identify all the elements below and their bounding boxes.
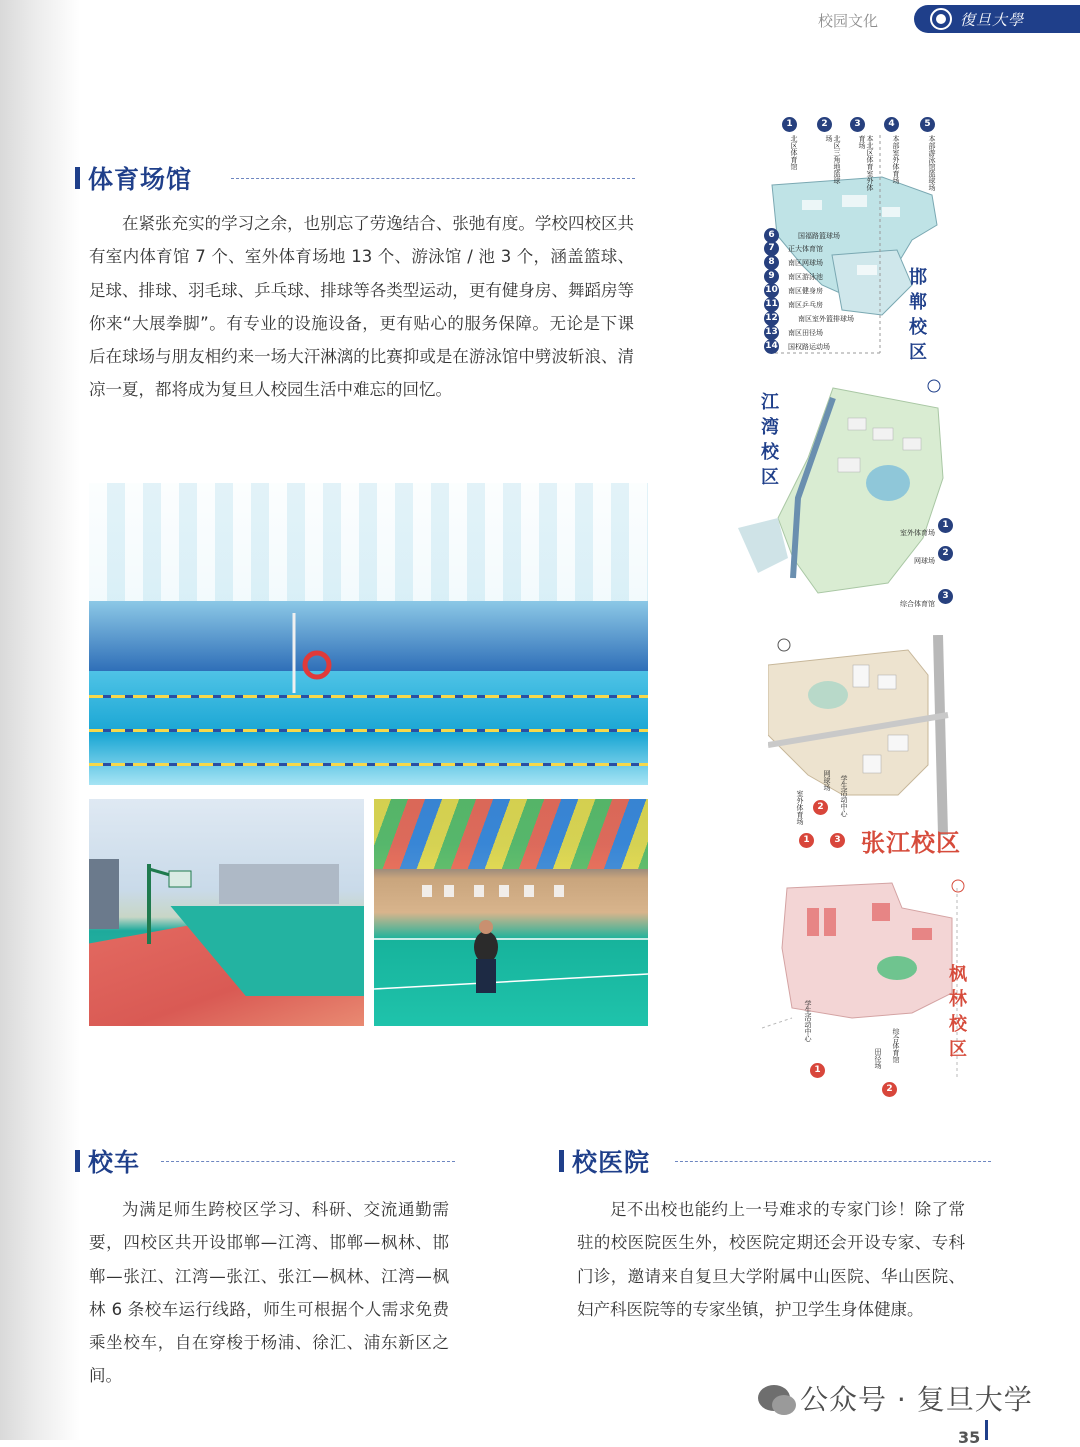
handan-campus-map xyxy=(762,115,962,363)
wechat-icon xyxy=(758,1385,790,1411)
hospital-title: 校医院 xyxy=(572,1148,651,1177)
university-logo-text: 復旦大學 xyxy=(960,10,1025,29)
legend-label: 室外体育场 xyxy=(900,529,935,537)
map-marker-2: 2 xyxy=(882,1082,897,1097)
map-marker-8: 8 xyxy=(764,255,779,270)
heading-divider xyxy=(675,1161,991,1162)
map-marker-12: 12 xyxy=(764,311,779,326)
page-number: 35 xyxy=(958,1428,981,1447)
map-marker-1: 1 xyxy=(938,518,953,533)
handan-top-label: 北区三角地篮球场 xyxy=(825,135,841,184)
fenglin-label: 学生活动中心 xyxy=(804,1000,812,1042)
fenglin-campus-map xyxy=(762,878,972,1098)
zhangjiang-campus-map xyxy=(768,635,963,855)
legend-label: 正大体育馆 xyxy=(788,245,823,253)
sports-heading xyxy=(75,160,192,196)
section-label: 校园文化 xyxy=(818,12,879,30)
map-marker-11: 11 xyxy=(764,297,779,312)
fenglin-label: 综合体育馆 xyxy=(892,1028,900,1063)
map-marker-1: 1 xyxy=(810,1063,825,1078)
handan-top-label: 本部游泳馆篮球场 xyxy=(928,135,936,191)
bus-paragraph: 为满足师生跨校区学习、科研、交流通勤需要，四校区共开设邯郸—江湾、邯郸—枫林、邯郸—张江、江湾—张江、张江—枫林、江湾—枫林 6 条校车运行线路，师生可根据个人需求免费乘坐校车，自在穿梭于杨浦、徐汇、浦东新区之间。 xyxy=(89,1200,449,1386)
zhangjiang-label: 学生活动中心 xyxy=(840,775,848,817)
sports-title: 体育场馆 xyxy=(88,165,193,194)
hospital-paragraph: 足不出校也能约上一号难求的专家门诊！除了常驻的校医院医生外，校医院定期还会开设专家、专科门诊，邀请来自复旦大学附属中山医院、华山医院、妇产科医院等的专家坐镇，护卫学生身体健康。 xyxy=(577,1200,965,1319)
legend-label: 南区网球场 xyxy=(788,259,823,267)
map-marker-2: 2 xyxy=(817,117,832,132)
map-marker-1: 1 xyxy=(782,117,797,132)
map-marker-3: 3 xyxy=(850,117,865,132)
watermark-text: 公众号 · 复旦大学 xyxy=(800,1383,1033,1416)
map-marker-13: 13 xyxy=(764,325,779,340)
legend-label: 南区游泳池 xyxy=(788,273,823,281)
map-marker-3: 3 xyxy=(938,589,953,604)
handan-top-label: 本部室外体育场 xyxy=(892,135,900,184)
badminton-hall-photo xyxy=(374,799,648,1026)
heading-bar xyxy=(75,1150,80,1172)
map-marker-5: 5 xyxy=(920,117,935,132)
map-marker-2: 2 xyxy=(938,546,953,561)
zhangjiang-label: 网球场 xyxy=(823,770,831,791)
swimming-pool-photo xyxy=(89,483,648,785)
map-marker-6: 6 xyxy=(764,228,779,243)
map-marker-2: 2 xyxy=(813,800,828,815)
book-spine-shadow xyxy=(0,0,80,1440)
map-marker-3: 3 xyxy=(830,833,845,848)
header-logo-tab xyxy=(914,5,1080,33)
bus-title: 校车 xyxy=(88,1148,141,1177)
fenglin-campus-name: 枫林校区 xyxy=(949,964,967,1060)
jiangwan-campus-name: 江湾校区 xyxy=(761,392,779,488)
map-marker-7: 7 xyxy=(764,241,779,256)
legend-label: 网球场 xyxy=(914,557,935,565)
handan-campus-name: 邯郸校区 xyxy=(909,267,927,363)
university-seal-icon xyxy=(930,8,952,30)
heading-divider xyxy=(231,178,635,179)
zhangjiang-campus-name: 张江校区 xyxy=(861,829,961,857)
legend-label: 南区乒乓房 xyxy=(788,301,823,309)
bus-heading xyxy=(75,1143,140,1179)
map-marker-10: 10 xyxy=(764,283,779,298)
map-marker-4: 4 xyxy=(884,117,899,132)
handan-top-label: 本北区体育室外体育场 xyxy=(858,135,874,191)
legend-label: 南区健身房 xyxy=(788,287,823,295)
wechat-watermark xyxy=(758,1378,1033,1418)
map-marker-14: 14 xyxy=(764,339,779,354)
sports-paragraph: 在紧张充实的学习之余，也别忘了劳逸结合、张弛有度。学校四校区共有室内体育馆 7 个、室外体育场地 13 个、游泳馆 / 池 3 个，涵盖篮球、足球、排球、羽毛球、乒乓球、排球等各类型运动，更有健身房、舞蹈房等你来“大展拳脚”。有专业的设施设备，更有贴心的服务保障。无论是下课后在球场与朋友相约来一场大汗淋漓的比赛抑或是在游泳馆中劈波斩浪、清凉一夏，都将成为复旦人校园生活中难忘的回忆。 xyxy=(89,214,634,400)
outdoor-basketball-court-photo xyxy=(89,799,364,1026)
heading-divider xyxy=(161,1161,455,1162)
legend-label: 综合体育馆 xyxy=(900,600,935,608)
legend-label: 国权路运动场 xyxy=(788,343,830,351)
fenglin-label: 田径场 xyxy=(874,1048,882,1069)
legend-label: 南区室外篮排球场 xyxy=(798,315,854,323)
jiangwan-campus-map xyxy=(738,378,963,613)
heading-bar xyxy=(75,167,80,189)
legend-label: 南区田径场 xyxy=(788,329,823,337)
zhangjiang-label: 室外体育场 xyxy=(796,790,804,825)
map-marker-9: 9 xyxy=(764,269,779,284)
heading-bar xyxy=(559,1150,564,1172)
page-number-bar xyxy=(985,1420,988,1440)
map-marker-1: 1 xyxy=(799,833,814,848)
legend-label: 国福路篮球场 xyxy=(798,232,840,240)
hospital-heading xyxy=(559,1143,650,1179)
handan-top-label: 北区体育馆 xyxy=(790,135,798,170)
